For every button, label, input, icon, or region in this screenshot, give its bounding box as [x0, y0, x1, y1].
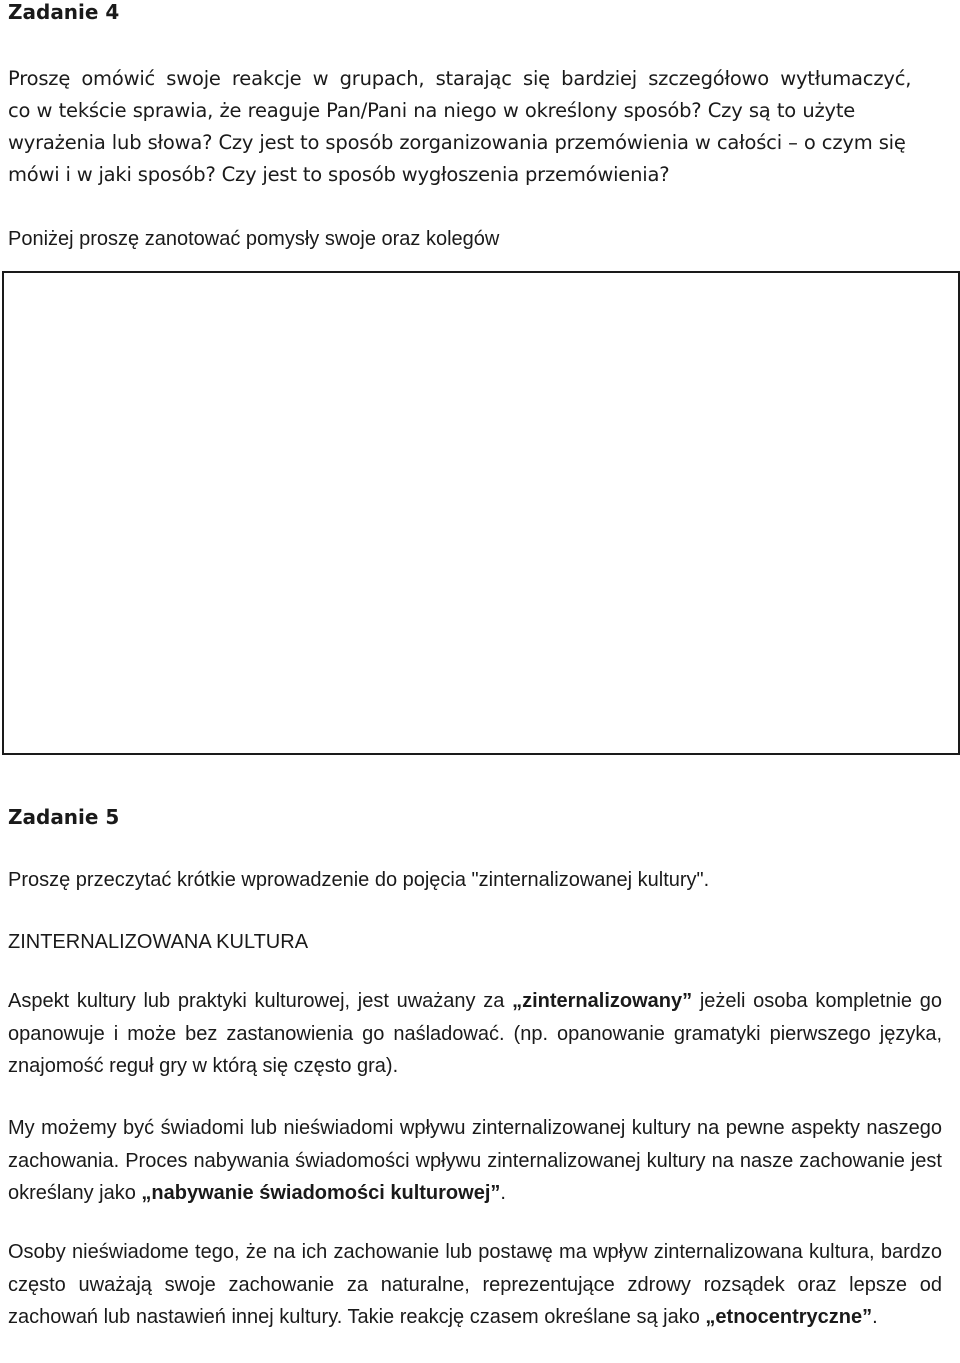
task5-heading: Zadanie 5	[8, 805, 120, 829]
term-cultural-awareness: „nabywanie świadomości kulturowej”	[141, 1182, 501, 1204]
paragraph-ethnocentric-text-2: .	[872, 1306, 878, 1328]
term-ethnocentric: „etnocentryczne”	[705, 1306, 873, 1328]
paragraph-awareness-text-2: .	[500, 1182, 506, 1204]
paragraph-awareness-text-1: My możemy być świadomi lub nieświadomi wpływu zinternalizowanej kultury na pewne aspekty naszego zachowania. Proces nabywania świadomości wpływu zinternalizowanej kultury na nasze zachowanie jest określany jako	[8, 1117, 942, 1204]
paragraph-internalized	[8, 985, 942, 1083]
task4-heading: Zadanie 4	[8, 0, 120, 24]
task4-question-line-3: wyrażenia lub słowa? Czy jest to sposób zorganizowania przemówienia w całości – o czym się	[8, 131, 906, 154]
section-title: ZINTERNALIZOWANA KULTURA	[8, 931, 309, 953]
task5-intro: Proszę przeczytać krótkie wprowadzenie do pojęcia "zinternalizowanej kultury".	[8, 869, 710, 891]
task4-question-line-2: co w tekście sprawia, że reaguje Pan/Pani na niego w określony sposób? Czy są to użyte	[8, 99, 856, 122]
notes-box[interactable]	[2, 271, 960, 755]
task4-question-line-4: mówi i w jaki sposób? Czy jest to sposób wygłoszenia przemówienia?	[8, 163, 670, 186]
paragraph-ethnocentric-text-1: Osoby nieświadome tego, że na ich zachowanie lub postawę ma wpływ zinternalizowana kultura, bardzo często uważają swoje zachowanie za naturalne, reprezentujące zdrowy rozsądek oraz lepsze od zachowań lub nastawień innej kultury. Takie reakcję czasem określane są jako	[8, 1241, 942, 1328]
term-internalized: „zinternalizowany”	[512, 990, 693, 1012]
paragraph-ethnocentric	[8, 1236, 942, 1334]
paragraph-internalized-text-1: Aspekt kultury lub praktyki kulturowej, jest uważany za	[8, 990, 513, 1012]
paragraph-internalized-text-2: jeżeli osoba kompletnie go opanowuje i może bez zastanowienia go naśladować. (np. opanowanie gramatyki pierwszego języka, znajomość reguł gry w którą się często gra).	[8, 990, 942, 1077]
task4-question-line-1: Proszę omówić swoje reakcje w grupach, starając się bardziej szczegółowo wytłumaczyć,	[8, 67, 912, 90]
paragraph-awareness	[8, 1112, 942, 1210]
notes-prompt: Poniżej proszę zanotować pomysły swoje oraz kolegów	[8, 228, 500, 250]
